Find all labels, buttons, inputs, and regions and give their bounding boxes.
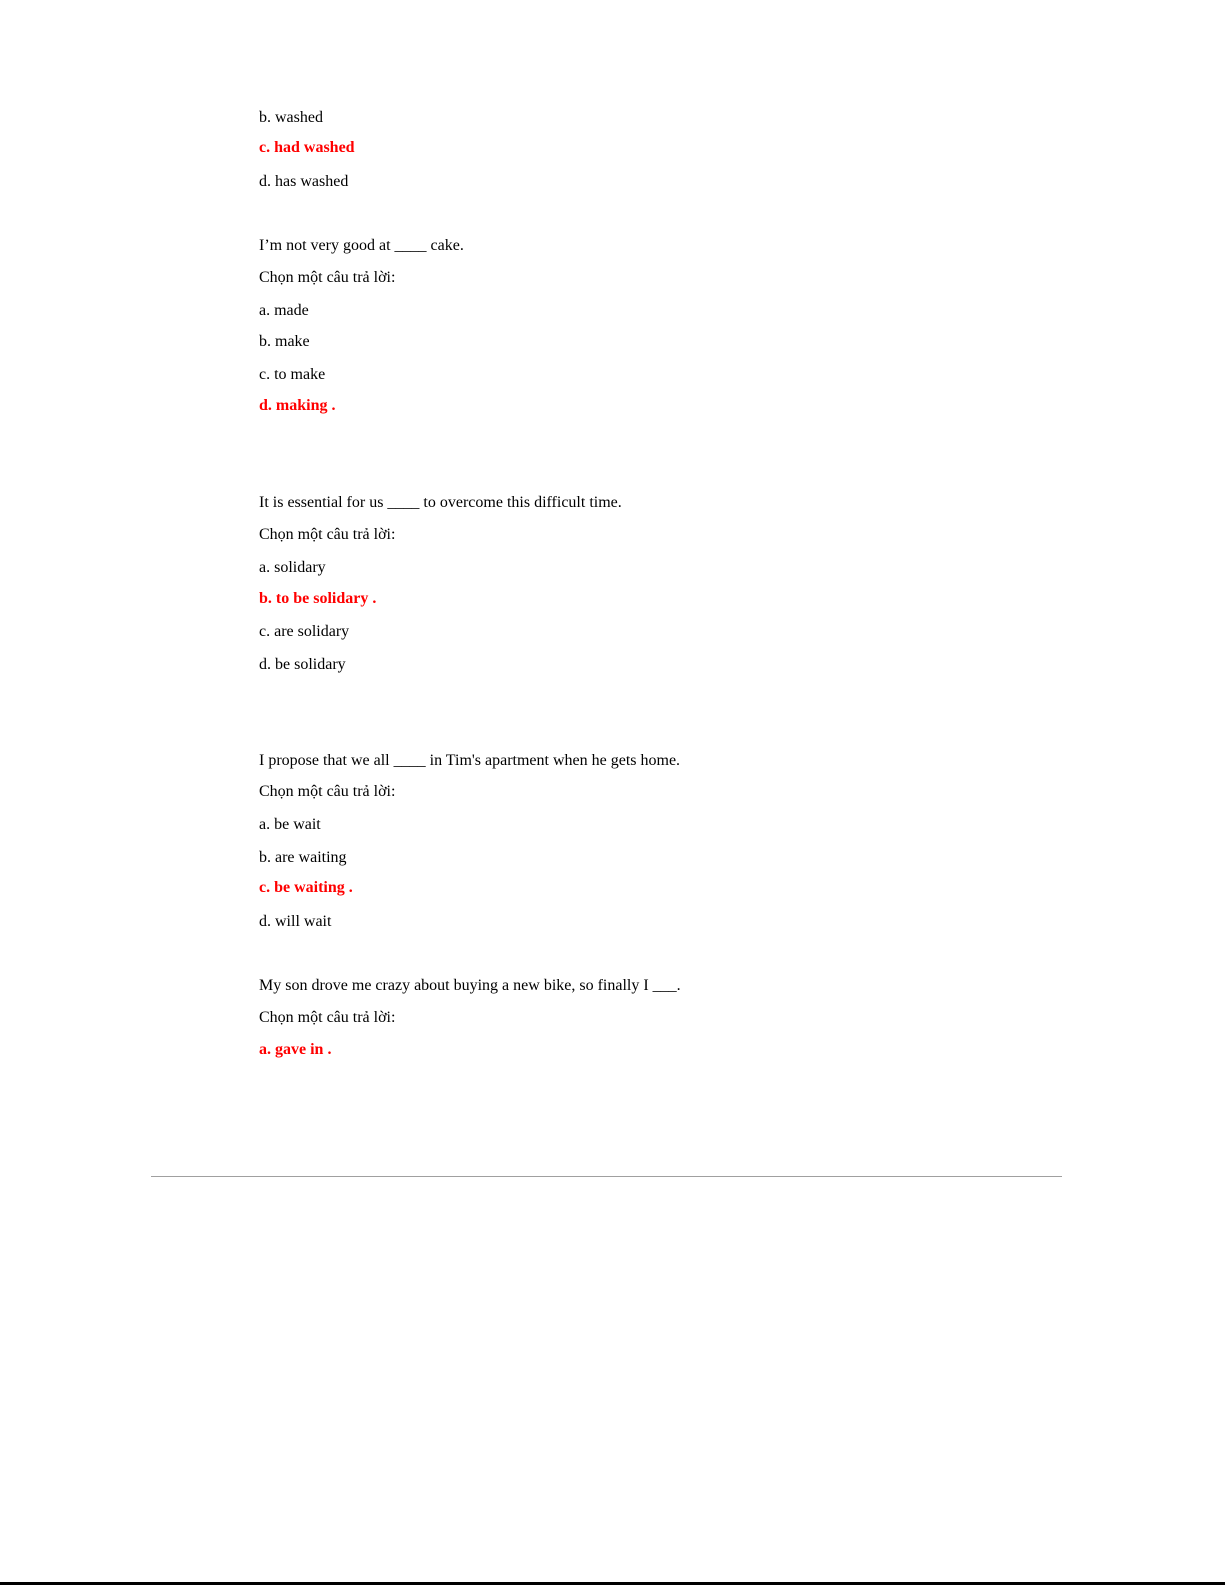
answer-option: d. be solidary [259,656,346,673]
correct-answer-option: c. be waiting . [259,879,353,896]
correct-answer-option: b. to be solidary . [259,590,377,607]
correct-answer-option: c. had washed [259,139,355,156]
answer-option: b. washed [259,109,323,126]
answer-option: c. to make [259,366,326,383]
answer-option: b. are waiting [259,849,347,866]
horizontal-rule [151,1176,1062,1177]
answer-option: a. be wait [259,816,321,833]
answer-option: d. has washed [259,173,349,190]
correct-answer-option: d. making . [259,397,336,414]
question-prompt: Chọn một câu trả lời: [259,269,396,286]
correct-answer-option: a. gave in . [259,1041,332,1058]
answer-option: b. make [259,333,310,350]
answer-option: a. made [259,302,309,319]
question-prompt: Chọn một câu trả lời: [259,1009,396,1026]
answer-option: a. solidary [259,559,326,576]
question-text: I’m not very good at ____ cake. [259,237,464,254]
question-text: It is essential for us ____ to overcome this difficult time. [259,494,622,511]
question-text: I propose that we all ____ in Tim's apartment when he gets home. [259,752,681,769]
question-prompt: Chọn một câu trả lời: [259,783,396,800]
question-text: My son drove me crazy about buying a new bike, so finally I ___. [259,977,681,994]
answer-option: c. are solidary [259,623,350,640]
question-prompt: Chọn một câu trả lời: [259,526,396,543]
answer-option: d. will wait [259,913,332,930]
